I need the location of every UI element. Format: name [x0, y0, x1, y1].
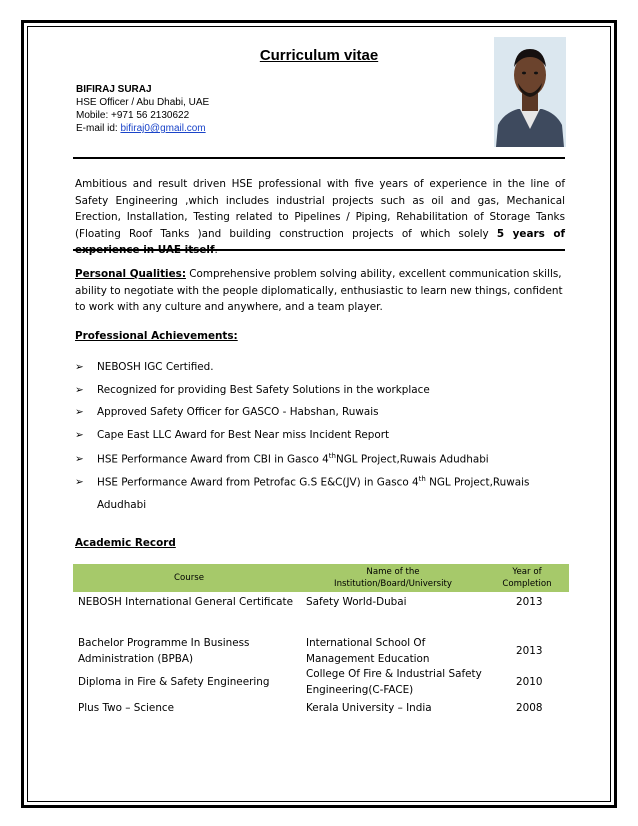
table-cell-course: NEBOSH International General Certificate [78, 596, 294, 608]
academic-table-header [73, 564, 569, 592]
summary-highlight: 5 years of experience in UAE itself [75, 227, 565, 256]
arrow-bullet-icon: ➢ [75, 476, 84, 489]
achievement-item: ➢ HSE Performance Award from CBI in Gasco 4thNGL Project,Ruwais Adudhabi [75, 452, 489, 466]
arrow-bullet-icon: ➢ [75, 384, 84, 396]
personal-qualities-label: Personal Qualities: [75, 268, 186, 280]
achievement-item: ➢ Recognized for providing Best Safety Solutions in the workplace [75, 384, 430, 396]
table-cell-institution: Kerala University – India [306, 702, 432, 714]
achievements-title: Professional Achievements: [75, 330, 238, 342]
table-cell-year: 2010 [516, 676, 543, 688]
divider-bottom [73, 249, 565, 251]
achievement-item: ➢ HSE Performance Award from Petrofac G.S E&C(JV) in Gasco 4th NGL Project,Ruwais [75, 475, 530, 489]
achievement-item: ➢ Cape East LLC Award for Best Near miss Incident Report [75, 429, 390, 441]
header-institution: Name of the Institution/Board/University [334, 567, 452, 589]
divider-top [73, 157, 565, 159]
table-cell-institution: International School Of Management Education [306, 637, 430, 665]
arrow-bullet-icon: ➢ [75, 453, 84, 466]
table-cell-course: Diploma in Fire & Safety Engineering [78, 676, 270, 688]
document-title: Curriculum vitae [259, 47, 379, 64]
arrow-bullet-icon: ➢ [75, 406, 84, 418]
candidate-name: BIFIRAJ SURAJ [76, 84, 152, 95]
summary-text: Ambitious and result driven HSE professional with five years of experience in the line of Safety Engineering ,which includes industrial projects such as oil and gas, Mechanical Erection, Installation, Testing related to Pipelines / Piping, Rehabilitation of Storage Tanks (Floating Roof Tanks )and building construction projects of which solely [75, 178, 565, 240]
arrow-bullet-icon: ➢ [75, 361, 84, 373]
header-course: Course [173, 573, 204, 583]
table-cell-institution: Safety World-Dubai [306, 596, 407, 608]
table-cell-year: 2013 [516, 645, 543, 657]
candidate-role: HSE Officer / Abu Dhabi, UAE [76, 97, 210, 108]
email-link[interactable]: bifiraj0@gmail.com [120, 123, 206, 134]
achievement-item: ➢ Approved Safety Officer for GASCO - Habshan, Ruwais [75, 406, 379, 418]
personal-qualities [75, 266, 565, 316]
table-cell-year: 2008 [516, 702, 543, 714]
profile-photo [494, 37, 566, 147]
table-cell-institution: College Of Fire & Industrial Safety Engineering(C-FACE) [306, 668, 482, 696]
academic-title: Academic Record [75, 537, 176, 549]
achievement-item-continuation: Adudhabi [97, 499, 147, 511]
achievement-item: ➢ NEBOSH IGC Certified. [75, 361, 214, 373]
candidate-mobile: Mobile: +971 56 2130622 [76, 110, 190, 121]
arrow-bullet-icon: ➢ [75, 429, 84, 441]
email-label: E-mail id: [76, 123, 121, 134]
table-cell-year: 2013 [516, 596, 543, 608]
header-year: Year of Completion [502, 567, 552, 589]
summary-end: . [214, 244, 218, 256]
personal-qualities-text: Comprehensive problem solving ability, excellent communication skills, ability to negotiate with the people diplomatically, enthusiastic to learn new things, confident to work with any culture and anywhere, and a team player. [75, 268, 563, 313]
table-cell-course: Bachelor Programme In Business Administration (BPBA) [78, 637, 250, 665]
table-cell-course: Plus Two – Science [78, 702, 175, 714]
candidate-email-line [76, 123, 206, 134]
professional-summary [75, 176, 565, 259]
